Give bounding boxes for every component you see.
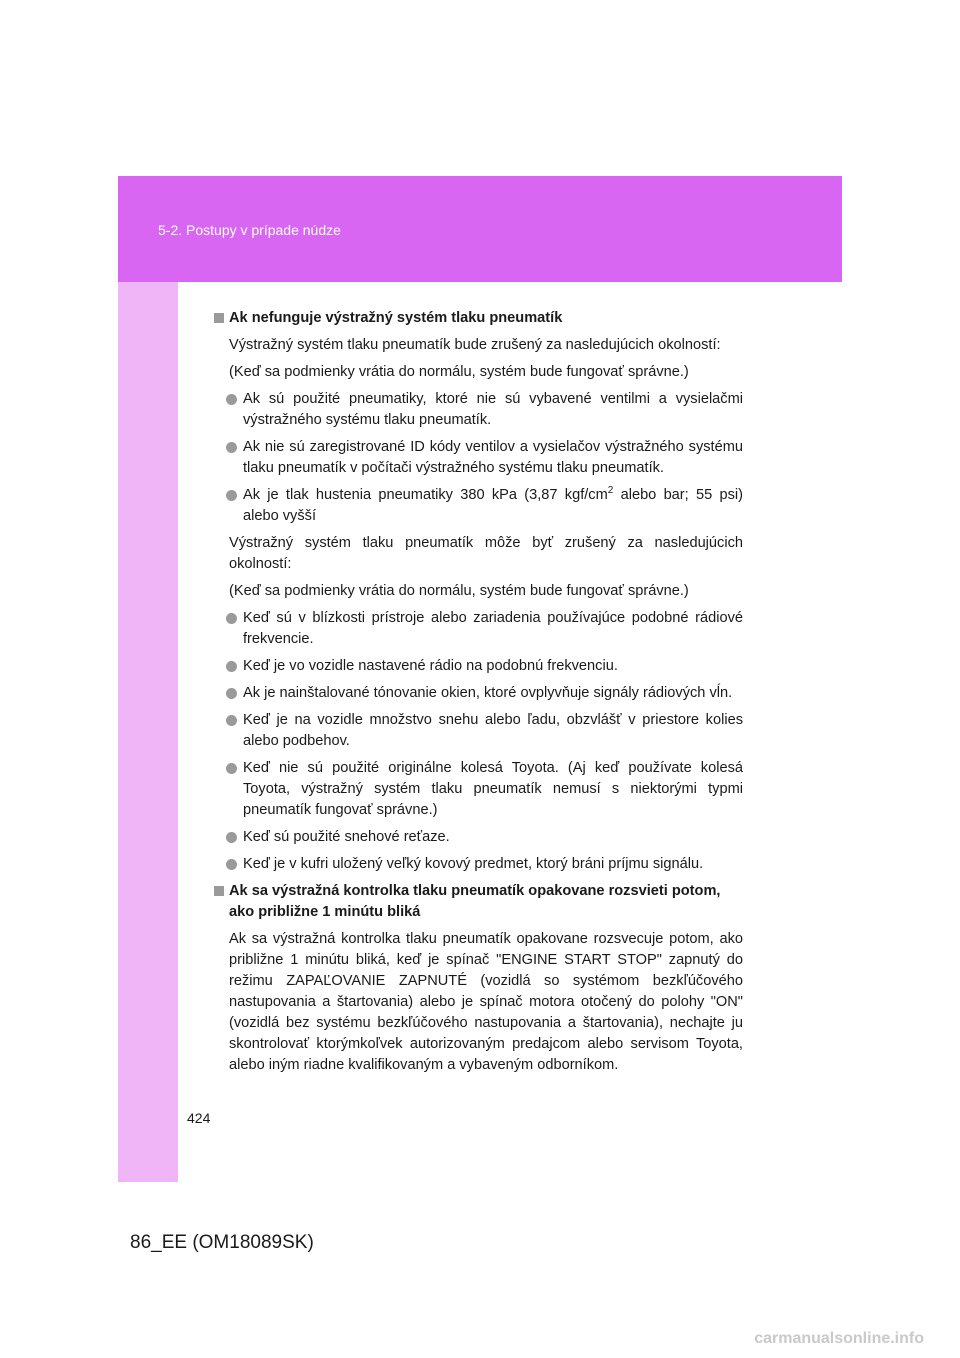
bullet-icon [226,661,237,672]
section-heading: Ak nefunguje výstražný systém tlaku pneumatík [213,308,743,329]
list-item: Ak sú použité pneumatiky, ktoré nie sú vybavené ventilmi a vysielačmi výstražného systému tlaku pneumatík. [213,389,743,431]
list-item: Keď je vo vozidle nastavené rádio na podobnú frekvenciu. [213,656,743,677]
bullet-icon [226,859,237,870]
section-title: 5-2. Postupy v prípade núdze [158,222,341,238]
bullet-icon [226,442,237,453]
list-item: Keď je v kufri uložený veľký kovový predmet, ktorý bráni príjmu signálu. [213,854,743,875]
section-heading: Ak sa výstražná kontrolka tlaku pneumatík opakovane rozsvieti potom, ako približne 1 minútu bliká [213,881,743,923]
bullet-icon [226,394,237,405]
list-item: Keď je na vozidle množstvo snehu alebo ľadu, obzvlášť v priestore kolies alebo podbehov. [213,710,743,752]
bullet-icon [226,763,237,774]
watermark: carmanualsonline.info [754,1330,924,1347]
paragraph: Výstražný systém tlaku pneumatík bude zrušený za nasledujúcich okolností: [229,337,721,353]
bullet-icon [226,613,237,624]
paragraph: Ak sa výstražná kontrolka tlaku pneumatík opakovane rozsvecuje potom, ako približne 1 minútu bliká, keď je spínač "ENGINE START STOP" zapnutý do režimu ZAPAĽOVANIE ZAPNUTÉ (vozidlá so systémom bezkľúčového nastupovania a štartovania) alebo je spínač motora otočený do polohy "ON" (vozidlá bez systému bezkľúčového nastupovania a štartovania), nechajte ju skontrolovať ktorýmkoľvek autorizovaným predajcom alebo servisom Toyota, alebo iným riadne kvalifikovaným a vybaveným odborníkom. [229,931,743,1073]
paragraph: Výstražný systém tlaku pneumatík môže byť zrušený za nasledujúcich okolností: [229,535,743,572]
paragraph: (Keď sa podmienky vrátia do normálu, systém bude fungovať správne.) [229,364,689,380]
square-bullet-icon [214,886,224,896]
paragraph: (Keď sa podmienky vrátia do normálu, systém bude fungovať správne.) [229,583,689,599]
square-bullet-icon [214,313,224,323]
bullet-icon [226,832,237,843]
bullet-icon [226,490,237,501]
footer-code: 86_EE (OM18089SK) [130,1232,314,1253]
page-content [213,308,743,1076]
list-item: Ak je nainštalované tónovanie okien, ktoré ovplyvňuje signály rádiových vĺn. [213,683,743,704]
list-item: Ak je tlak hustenia pneumatiky 380 kPa (3,87 kgf/$cm^2$ alebo bar; 55 psi) alebo vyšší [213,485,743,527]
side-band [118,282,178,1182]
list-item: Keď nie sú použité originálne kolesá Toyota. (Aj keď používate kolesá Toyota, výstražný systém tlaku pneumatík nemusí s niektorými typmi pneumatík fungovať správne.) [213,758,743,821]
page-number: 424 [187,1110,211,1126]
list-item: Keď sú v blízkosti prístroje alebo zariadenia používajúce podobné rádiové frekvencie. [213,608,743,650]
bullet-icon [226,688,237,699]
list-item: Keď sú použité snehové reťaze. [213,827,743,848]
bullet-icon [226,715,237,726]
list-item: Ak nie sú zaregistrované ID kódy ventilov a vysielačov výstražného systému tlaku pneumatík v počítači výstražného systému tlaku pneumatík. [213,437,743,479]
